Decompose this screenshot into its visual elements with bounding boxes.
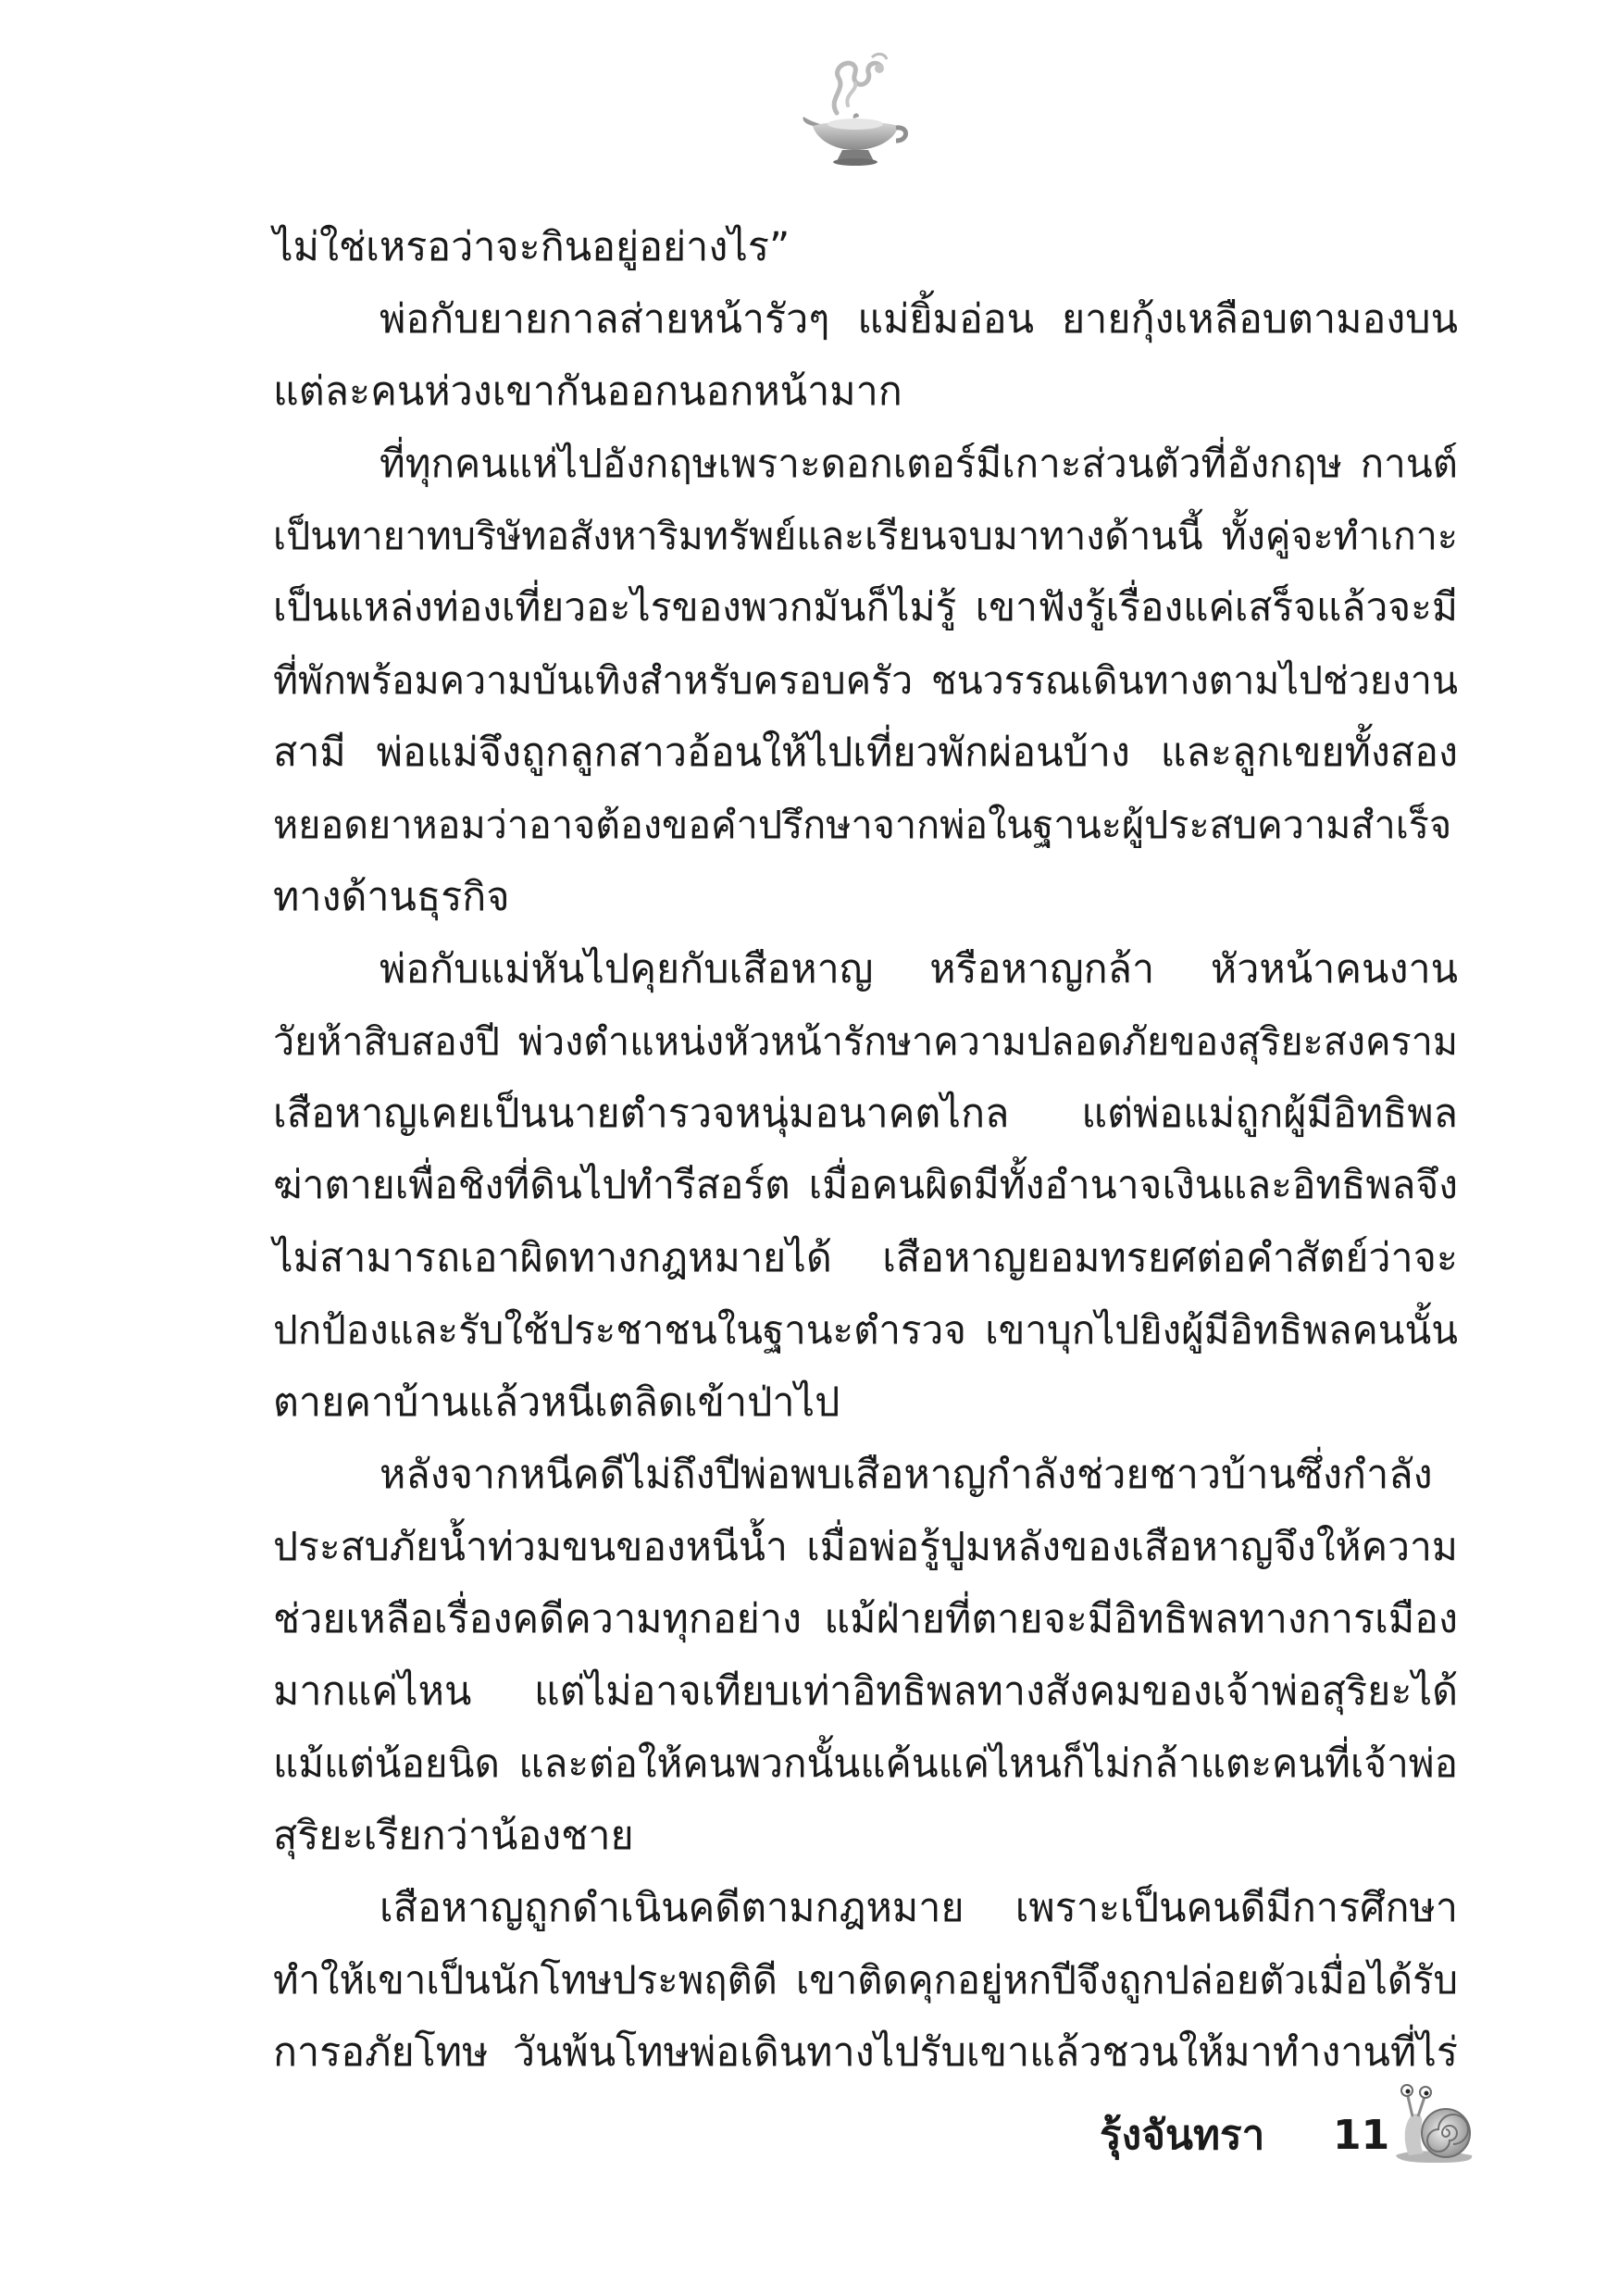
text-line: การอภัยโทษ วันพ้นโทษพ่อเดินทางไปรับเขาแล้วชวนให้มาทำงานที่ไร่ — [273, 2029, 1458, 2076]
text-line: ปกป้องและรับใช้ประชาชนในฐานะตำรวจ เขาบุกไปยิงผู้มีอิทธิพลคนนั้น — [273, 1307, 1458, 1353]
text-line: ไม่ใช่เหรอว่าจะกินอยู่อย่างไร” — [273, 224, 790, 270]
text-line: ที่พักพร้อมความบันเทิงสำหรับครอบครัว ชนวรรณเดินทางตามไปช่วยงาน — [273, 658, 1458, 703]
text-line: พ่อกับแม่หันไปคุยกับเสือหาญ หรือหาญกล้า หัวหน้าคนงาน — [380, 946, 1458, 992]
text-line: แม้แต่น้อยนิด และต่อให้คนพวกนั้นแค้นแค่ไหนก็ไม่กล้าแตะคนที่เจ้าพ่อ — [273, 1741, 1458, 1786]
text-line: เป็นแหล่งท่องเที่ยวอะไรของพวกมันก็ไม่รู้ เขาฟังรู้เรื่องแค่เสร็จแล้วจะมี — [273, 585, 1458, 630]
text-line: สามี พ่อแม่จึงถูกลูกสาวอ้อนให้ไปเที่ยวพักผ่อนบ้าง และลูกเขยทั้งสอง — [273, 730, 1458, 776]
text-line: ตายคาบ้านแล้วหนีเตลิดเข้าป่าไป — [273, 1379, 840, 1426]
book-title: รุ้งจันทรา — [1100, 2112, 1265, 2159]
page-footer — [0, 2074, 1618, 2176]
text-line: เสือหาญถูกดำเนินคดีตามกฎหมาย เพราะเป็นคนดีมีการศึกษา — [380, 1885, 1458, 1931]
page-number: 11 — [1333, 2112, 1390, 2159]
text-line: ทางด้านธุรกิจ — [273, 874, 510, 920]
text-line: มากแค่ไหน แต่ไม่อาจเทียบเท่าอิทธิพลทางสังคมของเจ้าพ่อสุริยะได้ — [273, 1668, 1458, 1715]
snail-icon — [1388, 2081, 1477, 2166]
text-line: หยอดยาหอมว่าอาจต้องขอคำปรึกษาจากพ่อในฐานะผู้ประสบความสำเร็จ — [273, 803, 1452, 847]
text-line: หลังจากหนีคดีไม่ถึงปีพ่อพบเสือหาญกำลังช่วยชาวบ้านซึ่งกำลัง — [380, 1452, 1433, 1498]
text-line: ช่วยเหลือเรื่องคดีความทุกอย่าง แม้ฝ่ายที่ตายจะมีอิทธิพลทางการเมือง — [273, 1596, 1458, 1642]
text-line: เสือหาญเคยเป็นนายตำรวจหนุ่มอนาคตไกล แต่พ่อแม่ถูกผู้มีอิทธิพล — [273, 1091, 1458, 1137]
text-line: ประสบภัยน้ำท่วมขนของหนีน้ำ เมื่อพ่อรู้ปูมหลังของเสือหาญจึงให้ความ — [273, 1524, 1458, 1570]
text-line: วัยห้าสิบสองปี พ่วงตำแหน่งหัวหน้ารักษาความปลอดภัยของสุริยะสงคราม — [273, 1019, 1458, 1064]
body-text — [273, 211, 1458, 2089]
genie-lamp-icon — [800, 48, 911, 168]
text-line: ไม่สามารถเอาผิดทางกฎหมายได้ เสือหาญยอมทรยศต่อคำสัตย์ว่าจะ — [273, 1235, 1458, 1281]
text-line: ทำให้เขาเป็นนักโทษประพฤติดี เขาติดคุกอยู่หกปีจึงถูกปล่อยตัวเมื่อได้รับ — [273, 1957, 1458, 2003]
text-line: ฆ่าตายเพื่อชิงที่ดินไปทำรีสอร์ต เมื่อคนผิดมีทั้งอำนาจเงินและอิทธิพลจึง — [273, 1163, 1458, 1208]
text-line: พ่อกับยายกาลส่ายหน้ารัวๆ แม่ยิ้มอ่อน ยายกุ้งเหลือบตามองบน — [380, 296, 1458, 343]
text-line: ที่ทุกคนแห่ไปอังกฤษเพราะดอกเตอร์มีเกาะส่วนตัวที่อังกฤษ กานต์ — [380, 441, 1458, 486]
text-line: เป็นทายาทบริษัทอสังหาริมทรัพย์และเรียนจบมาทางด้านนี้ ทั้งคู่จะทำเกาะ — [273, 514, 1458, 558]
text-line: แต่ละคนห่วงเขากันออกนอกหน้ามาก — [273, 368, 902, 415]
text-line: สุริยะเรียกว่าน้องชาย — [273, 1813, 634, 1859]
